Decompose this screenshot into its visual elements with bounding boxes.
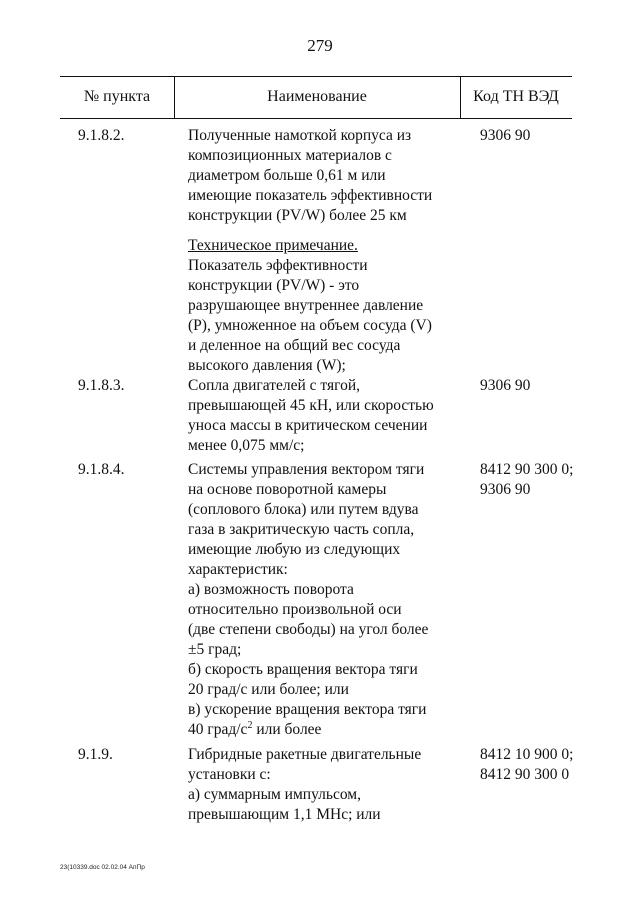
item-name-line: (две степени свободы) на угол более [188, 621, 429, 638]
item-code-line: 9306 90 [480, 127, 531, 144]
item-number: 9.1.8.4. [78, 461, 125, 478]
item-name-line: Гибридные ракетные двигательные [188, 746, 422, 763]
item-name-line: газа в закритическую часть сопла, [188, 521, 415, 538]
item-name-line: Полученные намоткой корпуса из [188, 127, 412, 144]
table-row [0, 376, 640, 460]
item-code [480, 126, 530, 146]
header-name: Наименование [267, 88, 367, 105]
item-code [480, 376, 530, 396]
table-row [0, 126, 640, 376]
item-code-line: 8412 90 300 0 [480, 766, 570, 783]
item-name-line: имеющие любую из следующих [188, 541, 401, 558]
item-name-line: б) скорость вращения вектора тяги [188, 661, 418, 678]
item-name [188, 126, 468, 376]
item-code-line: 9306 90 [480, 481, 531, 498]
header-code: Код ТН ВЭД [473, 88, 559, 105]
item-name-line: на основе поворотной камеры [188, 481, 387, 498]
item-name-line: 20 град/с или более; или [188, 681, 349, 698]
item-name [188, 460, 468, 740]
item-name-line [188, 720, 468, 740]
item-code-line: 9306 90 [480, 377, 531, 394]
item-name-line: относительно произвольной оси [188, 601, 402, 618]
acceleration-suffix: или более [252, 721, 322, 738]
item-code-line: 8412 10 900 0; [480, 746, 574, 763]
item-name [188, 376, 468, 456]
item-name-line: уноса массы в критическом сечении [188, 417, 428, 434]
technical-note-line: и деленное на общий вес сосуда [188, 337, 401, 354]
table-row [0, 460, 640, 745]
item-name-line: в) ускорение вращения вектора тяги [188, 701, 427, 718]
item-name-line: Системы управления вектором тяги [188, 461, 425, 478]
item-name-line: (соплового блока) или путем вдува [188, 501, 419, 518]
document-footer: 23(10339.doc 02.02.04 АпПр [60, 864, 145, 871]
technical-note-line: разрушающее внутреннее давление [188, 297, 424, 314]
item-name-line: ±5 град; [188, 641, 242, 658]
technical-note-title: Техническое примечание. [188, 237, 358, 254]
item-name-line: превышающей 45 кН, или скоростью [188, 397, 434, 414]
header-item-number: № пункта [83, 88, 151, 105]
item-code-line: 8412 90 300 0; [480, 461, 574, 478]
item-name-line: менее 0,075 мм/с; [188, 437, 305, 454]
page-number: 279 [307, 36, 333, 55]
item-code [480, 745, 573, 785]
table-body [0, 126, 640, 825]
item-name [188, 745, 468, 825]
technical-note-line: Показатель эффективности [188, 257, 368, 274]
technical-note-line: (P), умноженное на объем сосуда (V) [188, 317, 432, 334]
table-row [0, 745, 640, 825]
item-name-line: установки с: [188, 766, 271, 783]
technical-note-line: конструкции (PV/W) - это [188, 277, 360, 294]
item-number: 9.1.8.3. [78, 377, 125, 394]
item-name-line: диаметром больше 0,61 м или [188, 167, 386, 184]
item-code [480, 460, 573, 500]
technical-note-line: высокого давления (W); [188, 357, 346, 374]
item-name-line: а) возможность поворота [188, 581, 354, 598]
item-name-line: а) суммарным импульсом, [188, 786, 361, 803]
table-header-bottom-rule [60, 118, 572, 119]
item-number: 9.1.9. [78, 746, 113, 763]
item-name-line: превышающим 1,1 МНс; или [188, 806, 381, 823]
superscript-exponent: 2 [247, 719, 253, 731]
acceleration-value: 40 град/с [188, 721, 248, 738]
item-name-line: конструкции (PV/W) более 25 км [188, 207, 407, 224]
item-number: 9.1.8.2. [78, 127, 125, 144]
item-name-line: имеющие показатель эффективности [188, 187, 433, 204]
item-name-line: характеристик: [188, 561, 288, 578]
table-header-top-rule [60, 76, 572, 77]
item-name-line: Сопла двигателей с тягой, [188, 377, 360, 394]
item-name-line: композиционных материалов с [188, 147, 392, 164]
